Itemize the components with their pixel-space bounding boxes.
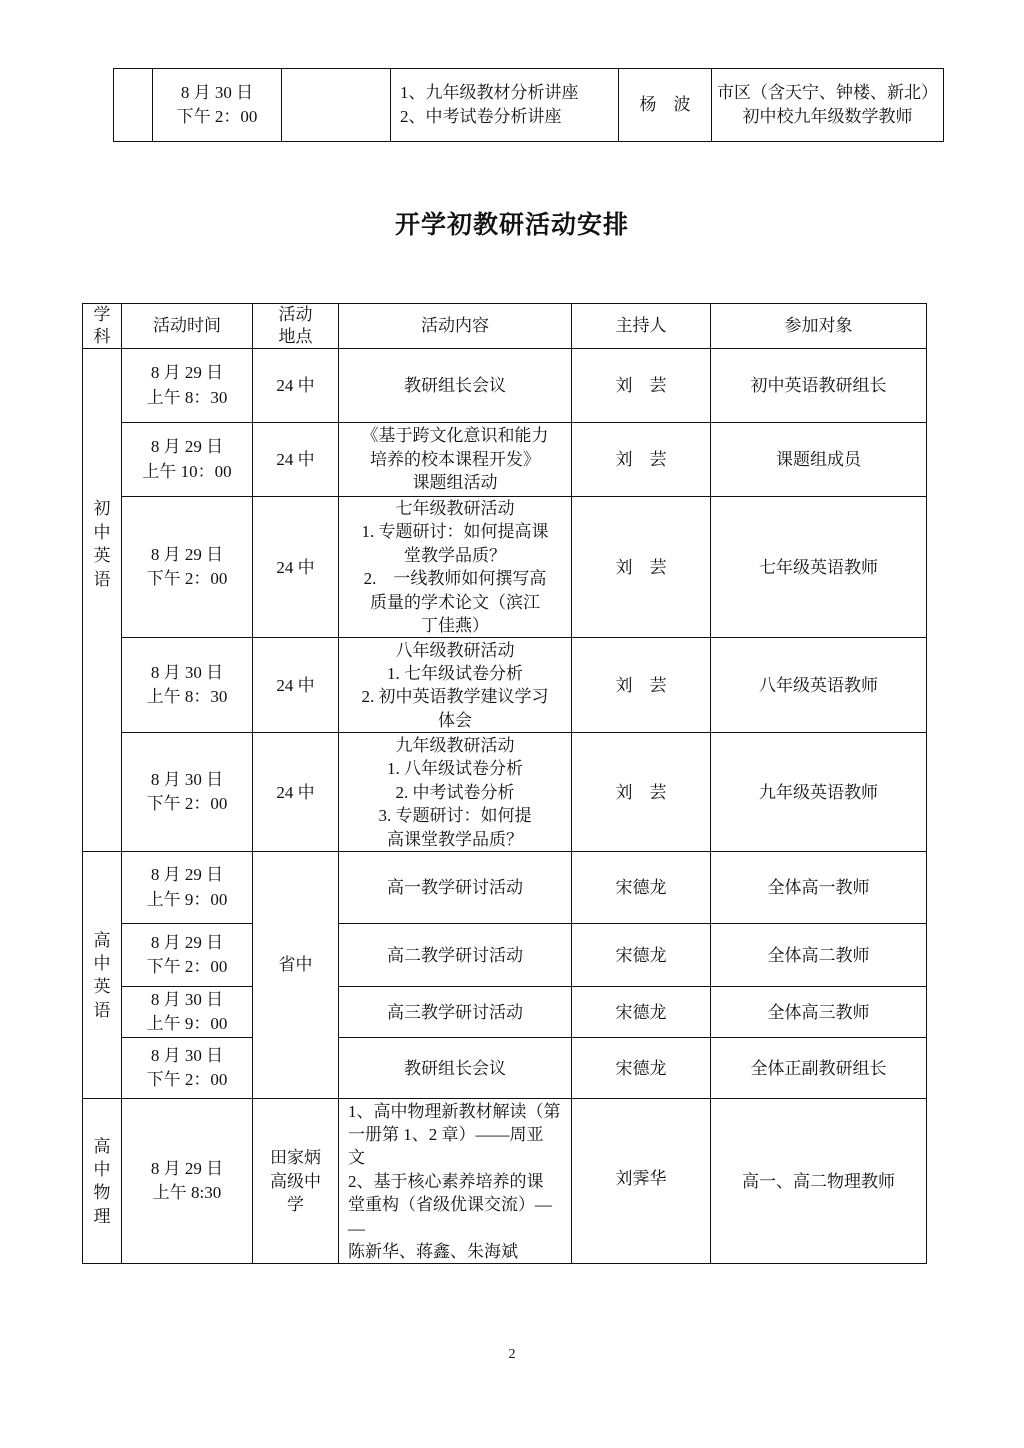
time-cell xyxy=(122,1038,253,1099)
participants-cell: 课题组成员 xyxy=(711,423,927,497)
host-cell: 刘 芸 xyxy=(572,497,711,638)
content-cell xyxy=(339,1099,572,1264)
text-line: 1. 专题研讨：如何提高课 xyxy=(361,522,549,542)
text-line: 学 xyxy=(93,305,111,324)
header-host: 主持人 xyxy=(572,304,711,349)
text-line: 下午 2：00 xyxy=(146,957,228,977)
content-cell xyxy=(339,733,572,852)
text-line: 上午 10：00 xyxy=(142,461,232,481)
table-row xyxy=(83,423,927,497)
text-line: 1. 七年级试卷分析 xyxy=(387,664,523,684)
text-line: 下午 2：00 xyxy=(146,569,228,589)
text-line: 初 xyxy=(93,499,111,519)
text-line: 8 月 29 日 xyxy=(150,932,224,952)
participants-cell: 九年级英语教师 xyxy=(711,733,927,852)
location-cell: 省中 xyxy=(253,852,339,1099)
location-cell xyxy=(282,69,391,142)
host-cell: 刘霁华 xyxy=(572,1099,711,1264)
header-location xyxy=(253,304,339,349)
header-row xyxy=(83,304,927,349)
table-row xyxy=(114,69,944,142)
text-line: 高级中 xyxy=(270,1171,321,1191)
participants-cell: 全体正副教研组长 xyxy=(711,1038,927,1099)
header-subject xyxy=(83,304,122,349)
text-line: 田家炳 xyxy=(270,1148,321,1168)
text-line: 一册第 1、2 章）——周亚 xyxy=(348,1124,544,1144)
header-content: 活动内容 xyxy=(339,304,572,349)
subject-cell xyxy=(83,1099,122,1264)
text-line: 下午 2：00 xyxy=(176,107,258,126)
text-line: — xyxy=(348,1218,365,1238)
text-line: 体会 xyxy=(438,710,472,730)
time-cell xyxy=(122,1099,253,1264)
host-cell: 宋德龙 xyxy=(572,987,711,1038)
time-cell xyxy=(122,924,253,987)
text-line: 高一教学研讨活动 xyxy=(387,878,523,898)
subject-cell xyxy=(114,69,153,142)
content-cell xyxy=(339,852,572,924)
text-line: 课题组活动 xyxy=(412,473,498,493)
text-line: 上午 8：30 xyxy=(146,687,228,707)
text-line: 中 xyxy=(93,1160,111,1180)
subject-cell xyxy=(83,852,122,1099)
page-title: 开学初教研活动安排 xyxy=(394,210,629,239)
text-line: 1. 八年级试卷分析 xyxy=(387,759,523,779)
text-line: 上午 9：00 xyxy=(146,1014,228,1034)
text-line: 七年级教研活动 xyxy=(395,499,515,518)
previous-table-tail xyxy=(113,68,944,142)
time-cell xyxy=(122,497,253,638)
content-cell xyxy=(391,69,619,142)
time-cell xyxy=(122,733,253,852)
host-cell: 刘 芸 xyxy=(572,638,711,733)
header-time: 活动时间 xyxy=(122,304,253,349)
text-line: 1、高中物理新教材解读（第 xyxy=(348,1101,561,1121)
text-line: 8 月 30 日 xyxy=(150,662,224,682)
text-line: 上午 9：00 xyxy=(146,889,228,909)
text-line: 8 月 29 日 xyxy=(150,363,224,382)
location-cell: 24 中 xyxy=(253,349,339,423)
text-line: 中 xyxy=(93,954,111,974)
text-line: 2. 中考试卷分析 xyxy=(395,782,515,802)
time-cell xyxy=(122,638,253,733)
location-cell: 24 中 xyxy=(253,733,339,852)
text-line: 2. 一线教师如何撰写高 xyxy=(363,569,547,589)
text-line: 科 xyxy=(93,327,111,346)
participants-cell: 七年级英语教师 xyxy=(711,497,927,638)
text-line: 高 xyxy=(93,930,111,950)
content-cell xyxy=(339,638,572,733)
content-cell xyxy=(339,349,572,423)
text-line: 1、九年级教材分析讲座 xyxy=(400,82,579,102)
text-line: 英 xyxy=(93,977,111,997)
host-cell: 刘 芸 xyxy=(572,423,711,497)
text-line: 8 月 30 日 xyxy=(150,989,224,1009)
table-row xyxy=(83,987,927,1038)
text-line: 理 xyxy=(93,1206,111,1226)
table-row xyxy=(83,852,927,924)
host-cell: 杨 波 xyxy=(619,69,712,142)
participants-cell xyxy=(712,69,944,142)
time-cell xyxy=(153,69,282,142)
text-line: 8 月 29 日 xyxy=(150,865,224,885)
host-cell: 刘 芸 xyxy=(572,349,711,423)
time-cell xyxy=(122,349,253,423)
text-line: 英 xyxy=(93,546,111,566)
time-cell xyxy=(122,852,253,924)
text-line: 初中校九年级数学教师 xyxy=(742,107,913,126)
header-participants: 参加对象 xyxy=(711,304,927,349)
content-cell xyxy=(339,1038,572,1099)
participants-cell: 高一、高二物理教师 xyxy=(711,1099,927,1264)
schedule-table xyxy=(82,303,927,1264)
text-line: 语 xyxy=(93,1000,111,1020)
text-line: 3. 专题研讨：如何提 xyxy=(378,806,532,826)
text-line: 培养的校本课程开发》 xyxy=(370,449,540,469)
text-line: 教研组长会议 xyxy=(404,375,506,395)
table-row xyxy=(83,638,927,733)
table-row xyxy=(83,497,927,638)
host-cell: 宋德龙 xyxy=(572,1038,711,1099)
participants-cell: 全体高一教师 xyxy=(711,852,927,924)
text-line: 文 xyxy=(348,1148,365,1168)
location-cell: 24 中 xyxy=(253,497,339,638)
time-cell xyxy=(122,423,253,497)
text-line: 中 xyxy=(93,522,111,542)
table-row xyxy=(83,349,927,423)
text-line: 陈新华、蒋鑫、朱海斌 xyxy=(348,1241,518,1261)
text-line: 教研组长会议 xyxy=(404,1058,506,1078)
text-line: 8 月 30 日 xyxy=(180,82,254,102)
table-row xyxy=(83,1038,927,1099)
host-cell: 刘 芸 xyxy=(572,733,711,852)
text-line: 8 月 30 日 xyxy=(150,1045,224,1065)
time-cell xyxy=(122,987,253,1038)
content-cell xyxy=(339,987,572,1038)
page-number: 2 xyxy=(508,1347,516,1362)
host-cell: 宋德龙 xyxy=(572,852,711,924)
table-row xyxy=(83,733,927,852)
text-line: 2、基于核心素养培养的课 xyxy=(348,1171,544,1191)
content-cell xyxy=(339,497,572,638)
participants-cell: 八年级英语教师 xyxy=(711,638,927,733)
text-line: 2. 初中英语教学建议学习 xyxy=(361,687,549,707)
text-line: 高二教学研讨活动 xyxy=(387,945,523,965)
text-line: 高 xyxy=(93,1136,111,1156)
subject-cell xyxy=(83,349,122,852)
content-cell xyxy=(339,924,572,987)
text-line: 九年级教研活动 xyxy=(395,735,515,755)
table-row xyxy=(83,1099,927,1264)
text-line: 8 月 29 日 xyxy=(150,544,224,564)
text-line: 上午 8：30 xyxy=(146,387,228,407)
text-line: 8 月 29 日 xyxy=(150,1158,224,1178)
text-line: 语 xyxy=(93,569,111,589)
text-line: 市区（含天宁、钟楼、新北） xyxy=(717,82,938,102)
text-line: 丁佳燕） xyxy=(421,616,489,636)
text-line: 8 月 30 日 xyxy=(150,769,224,789)
text-line: 堂教学品质？ xyxy=(404,545,506,565)
text-line: 上午 8:30 xyxy=(152,1183,222,1203)
text-line: 地点 xyxy=(278,327,313,346)
participants-cell: 全体高三教师 xyxy=(711,987,927,1038)
text-line: 活动 xyxy=(278,305,313,324)
text-line: 堂重构（省级优课交流）— xyxy=(348,1195,552,1215)
text-line: 学 xyxy=(287,1195,304,1215)
participants-cell: 初中英语教研组长 xyxy=(711,349,927,423)
text-line: 下午 2：00 xyxy=(146,1070,228,1090)
text-line: 2、中考试卷分析讲座 xyxy=(400,107,562,126)
location-cell: 24 中 xyxy=(253,638,339,733)
participants-cell: 全体高二教师 xyxy=(711,924,927,987)
text-line: 下午 2：00 xyxy=(146,794,228,814)
text-line: 八年级教研活动 xyxy=(395,640,515,660)
text-line: 高三教学研讨活动 xyxy=(387,1002,523,1022)
table-row xyxy=(83,924,927,987)
host-cell: 宋德龙 xyxy=(572,924,711,987)
content-cell xyxy=(339,423,572,497)
text-line: 《基于跨文化意识和能力 xyxy=(361,426,549,446)
location-cell: 24 中 xyxy=(253,423,339,497)
location-cell xyxy=(253,1099,339,1264)
text-line: 物 xyxy=(93,1183,111,1203)
text-line: 8 月 29 日 xyxy=(150,437,224,456)
text-line: 高课堂教学品质？ xyxy=(387,829,523,849)
text-line: 质量的学术论文（滨江 xyxy=(370,592,540,612)
